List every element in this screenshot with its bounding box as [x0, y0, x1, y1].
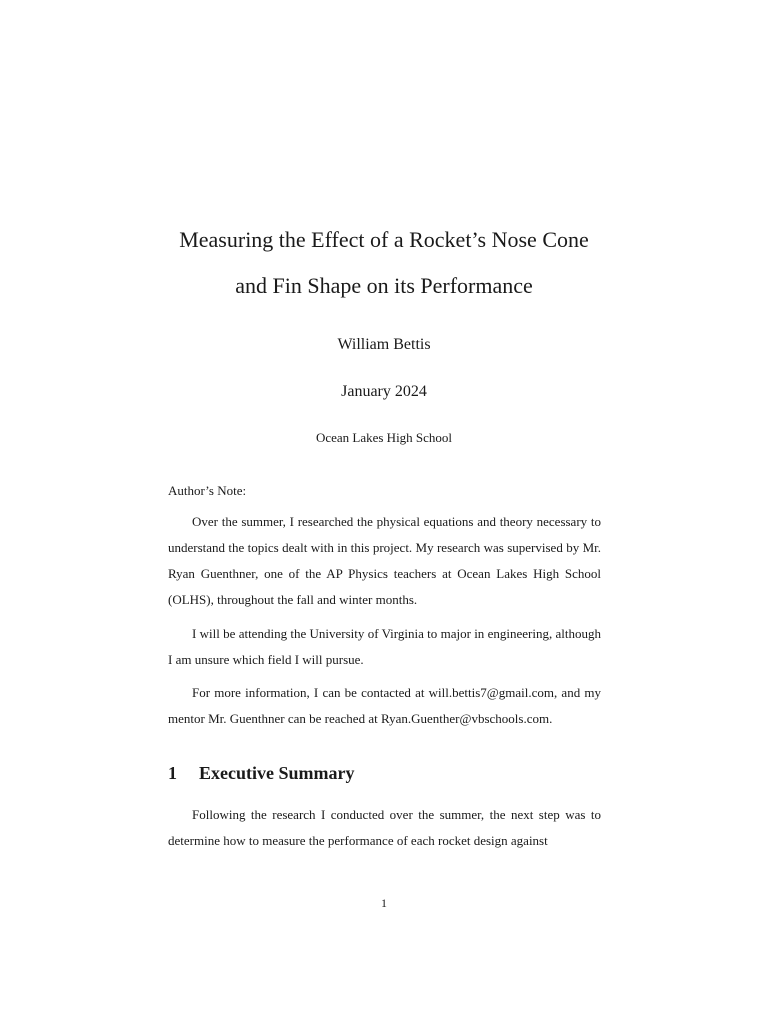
executive-summary-paragraph: Following the research I conducted over the summer, the next step was to determine how to measure the performance of each rocket design against	[168, 807, 601, 848]
paper-title-line-2: and Fin Shape on its Performance	[235, 273, 533, 298]
page-number: 1	[381, 896, 387, 910]
authors-note-paragraph-3: For more information, I can be contacted at will.bettis7@gmail.com, and my mentor Mr. Guenthner can be reached at Ryan.Guenther@vbschools.com.	[168, 685, 601, 726]
authors-note-label: Author’s Note:	[168, 483, 247, 498]
authors-note-paragraph-1: Over the summer, I researched the physical equations and theory necessary to understand the topics dealt with in this project. My research was supervised by Mr. Ryan Guenthner, one of the AP Physics teachers at Ocean Lakes High School (OLHS), throughout the fall and winter months.	[168, 514, 601, 607]
publication-date: January 2024	[341, 383, 427, 400]
author-affiliation: Ocean Lakes High School	[315, 430, 453, 445]
authors-note-paragraph-2: I will be attending the University of Virginia to major in engineering, although I am unsure which field I will pursue.	[168, 626, 601, 667]
section-title: Executive Summary	[199, 763, 355, 783]
paper-title-line-1: Measuring the Effect of a Rocket’s Nose Cone	[179, 227, 589, 252]
section-heading-executive-summary	[168, 764, 354, 782]
section-number: 1	[168, 763, 177, 783]
author-name: William Bettis	[337, 336, 431, 353]
